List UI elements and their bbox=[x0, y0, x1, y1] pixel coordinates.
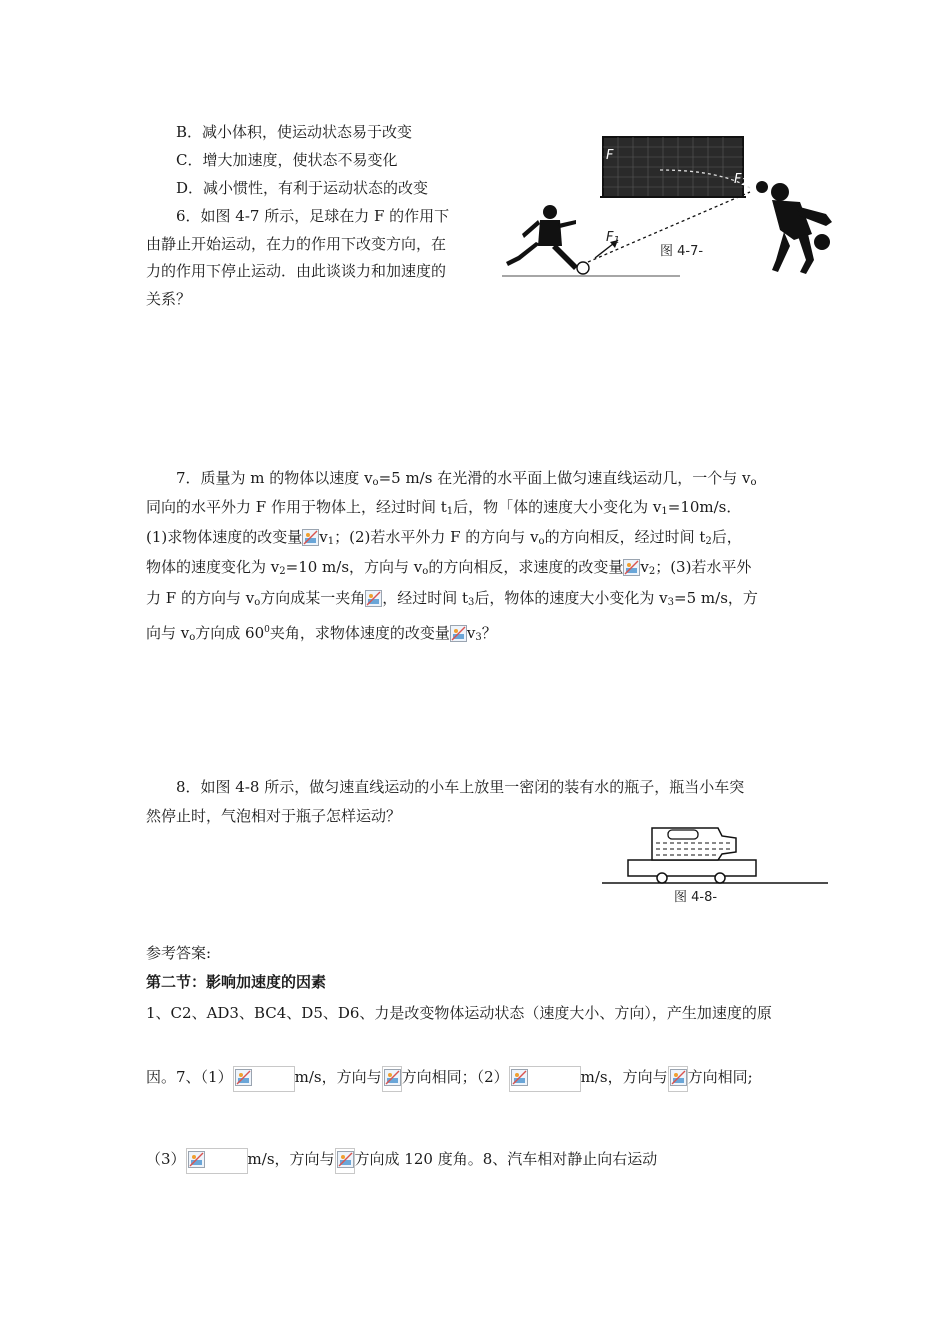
q6-line-3: 力的作用下停止运动．由此谈谈力和加速度的 bbox=[146, 262, 447, 280]
figure-4-8-caption: 图 4-8- bbox=[674, 890, 718, 905]
cart-wheel bbox=[657, 873, 667, 883]
answers-line-1: 1、C2、AD3、BC4、D5、D6、力是改变物体运动状态（速度大小、方向），产生加速度的原 bbox=[146, 1004, 772, 1022]
q7-line-2: 同向的水平外力 F 作用于物体上，经过时间 $t_1$后，物「体的速度大小变化为 $v_1=10m/s$． bbox=[146, 498, 742, 517]
broken-image-icon bbox=[337, 1151, 354, 1168]
answer-image-placeholder bbox=[509, 1066, 581, 1092]
section-title: 第二节：影响加速度的因素 bbox=[146, 973, 327, 991]
ball bbox=[577, 262, 589, 274]
q7-line-3: (1)求物体速度的改变量 $v_1$；(2)若水平外力 F 的方向与 $v_o$的方向相反，经过时间 $t_2$后， bbox=[146, 528, 742, 547]
broken-image-icon bbox=[450, 625, 467, 642]
broken-image-icon bbox=[235, 1069, 252, 1086]
q6-line-1: 6．如图 4-7 所示，足球在力 F 的作用下 bbox=[176, 207, 450, 225]
broken-image-icon bbox=[384, 1069, 401, 1086]
soccer-illustration bbox=[500, 130, 845, 290]
broken-image-icon bbox=[623, 559, 640, 576]
cart-wheel bbox=[715, 873, 725, 883]
q6-line-2: 由静止开始运动，在力的作用下改变方向，在 bbox=[146, 235, 447, 253]
answer-image-placeholder bbox=[233, 1066, 295, 1092]
answer-image-placeholder bbox=[668, 1066, 688, 1092]
broken-image-icon bbox=[302, 529, 319, 546]
kicker-figure bbox=[506, 205, 578, 270]
answer-image-placeholder bbox=[335, 1148, 355, 1174]
f2-label: $F_2$ bbox=[734, 172, 748, 188]
q7-line-4: 物体的速度变化为 $v_2=10$ m/s，方向与 $v_o$的方向相反，求速度的改变量 $v_2$；(3)若水平外 bbox=[146, 558, 752, 577]
q7-line-1: 7．质量为 m 的物体以速度 $v_o=5$ m/s 在光滑的水平面上做匀速直线运动几，一个与 $v_o$ bbox=[176, 469, 757, 488]
header-player-figure bbox=[756, 181, 832, 274]
figure-4-7 bbox=[500, 130, 845, 290]
answers-line-3: （3） m/s，方向与 方向成 120 度角。8、汽车相对静止向右运动 bbox=[146, 1146, 657, 1174]
option-d: D．减小惯性，有利于运动状态的改变 bbox=[176, 179, 429, 197]
figure-4-8 bbox=[600, 822, 830, 908]
figure-4-7-caption: 图 4-7- bbox=[660, 244, 704, 259]
q7-line-6: 向与 $v_o$方向成 $60^0$夹角，求物体速度的改变量 $v_3$？ bbox=[146, 624, 497, 643]
cart-body bbox=[628, 860, 756, 876]
answers-heading: 参考答案: bbox=[146, 944, 212, 962]
q8-line-2: 然停止时，气泡相对于瓶子怎样运动？ bbox=[146, 807, 402, 825]
answers-line-2: 因。7、（1） m/s，方向与 方向相同；（2） m/s，方向与 方向相同; bbox=[146, 1064, 753, 1092]
broken-image-icon bbox=[365, 590, 382, 607]
answer-image-placeholder bbox=[382, 1066, 402, 1092]
q6-line-4: 关系？ bbox=[146, 290, 192, 308]
option-c: C．增大加速度，使状态不易变化 bbox=[176, 151, 398, 169]
q7-line-5: 力 F 的方向与 $v_o$方向成某一夹角 ，经过时间 $t_3$后，物体的速度大小变化为 $v_3=5$ m/s，方 bbox=[146, 589, 758, 608]
broken-image-icon bbox=[670, 1069, 687, 1086]
answer-image-placeholder bbox=[186, 1148, 248, 1174]
q8-line-1: 8．如图 4-8 所示，做匀速直线运动的小车上放里一密闭的装有水的瓶子，瓶当小车突 bbox=[176, 778, 745, 796]
air-bubble bbox=[668, 830, 698, 839]
broken-image-icon bbox=[188, 1151, 205, 1168]
f-in-net-label: F bbox=[606, 148, 614, 163]
f1-label: $F_1$ bbox=[606, 230, 620, 246]
broken-image-icon bbox=[511, 1069, 528, 1086]
option-b: B．减小体积，使运动状态易于改变 bbox=[176, 123, 413, 141]
